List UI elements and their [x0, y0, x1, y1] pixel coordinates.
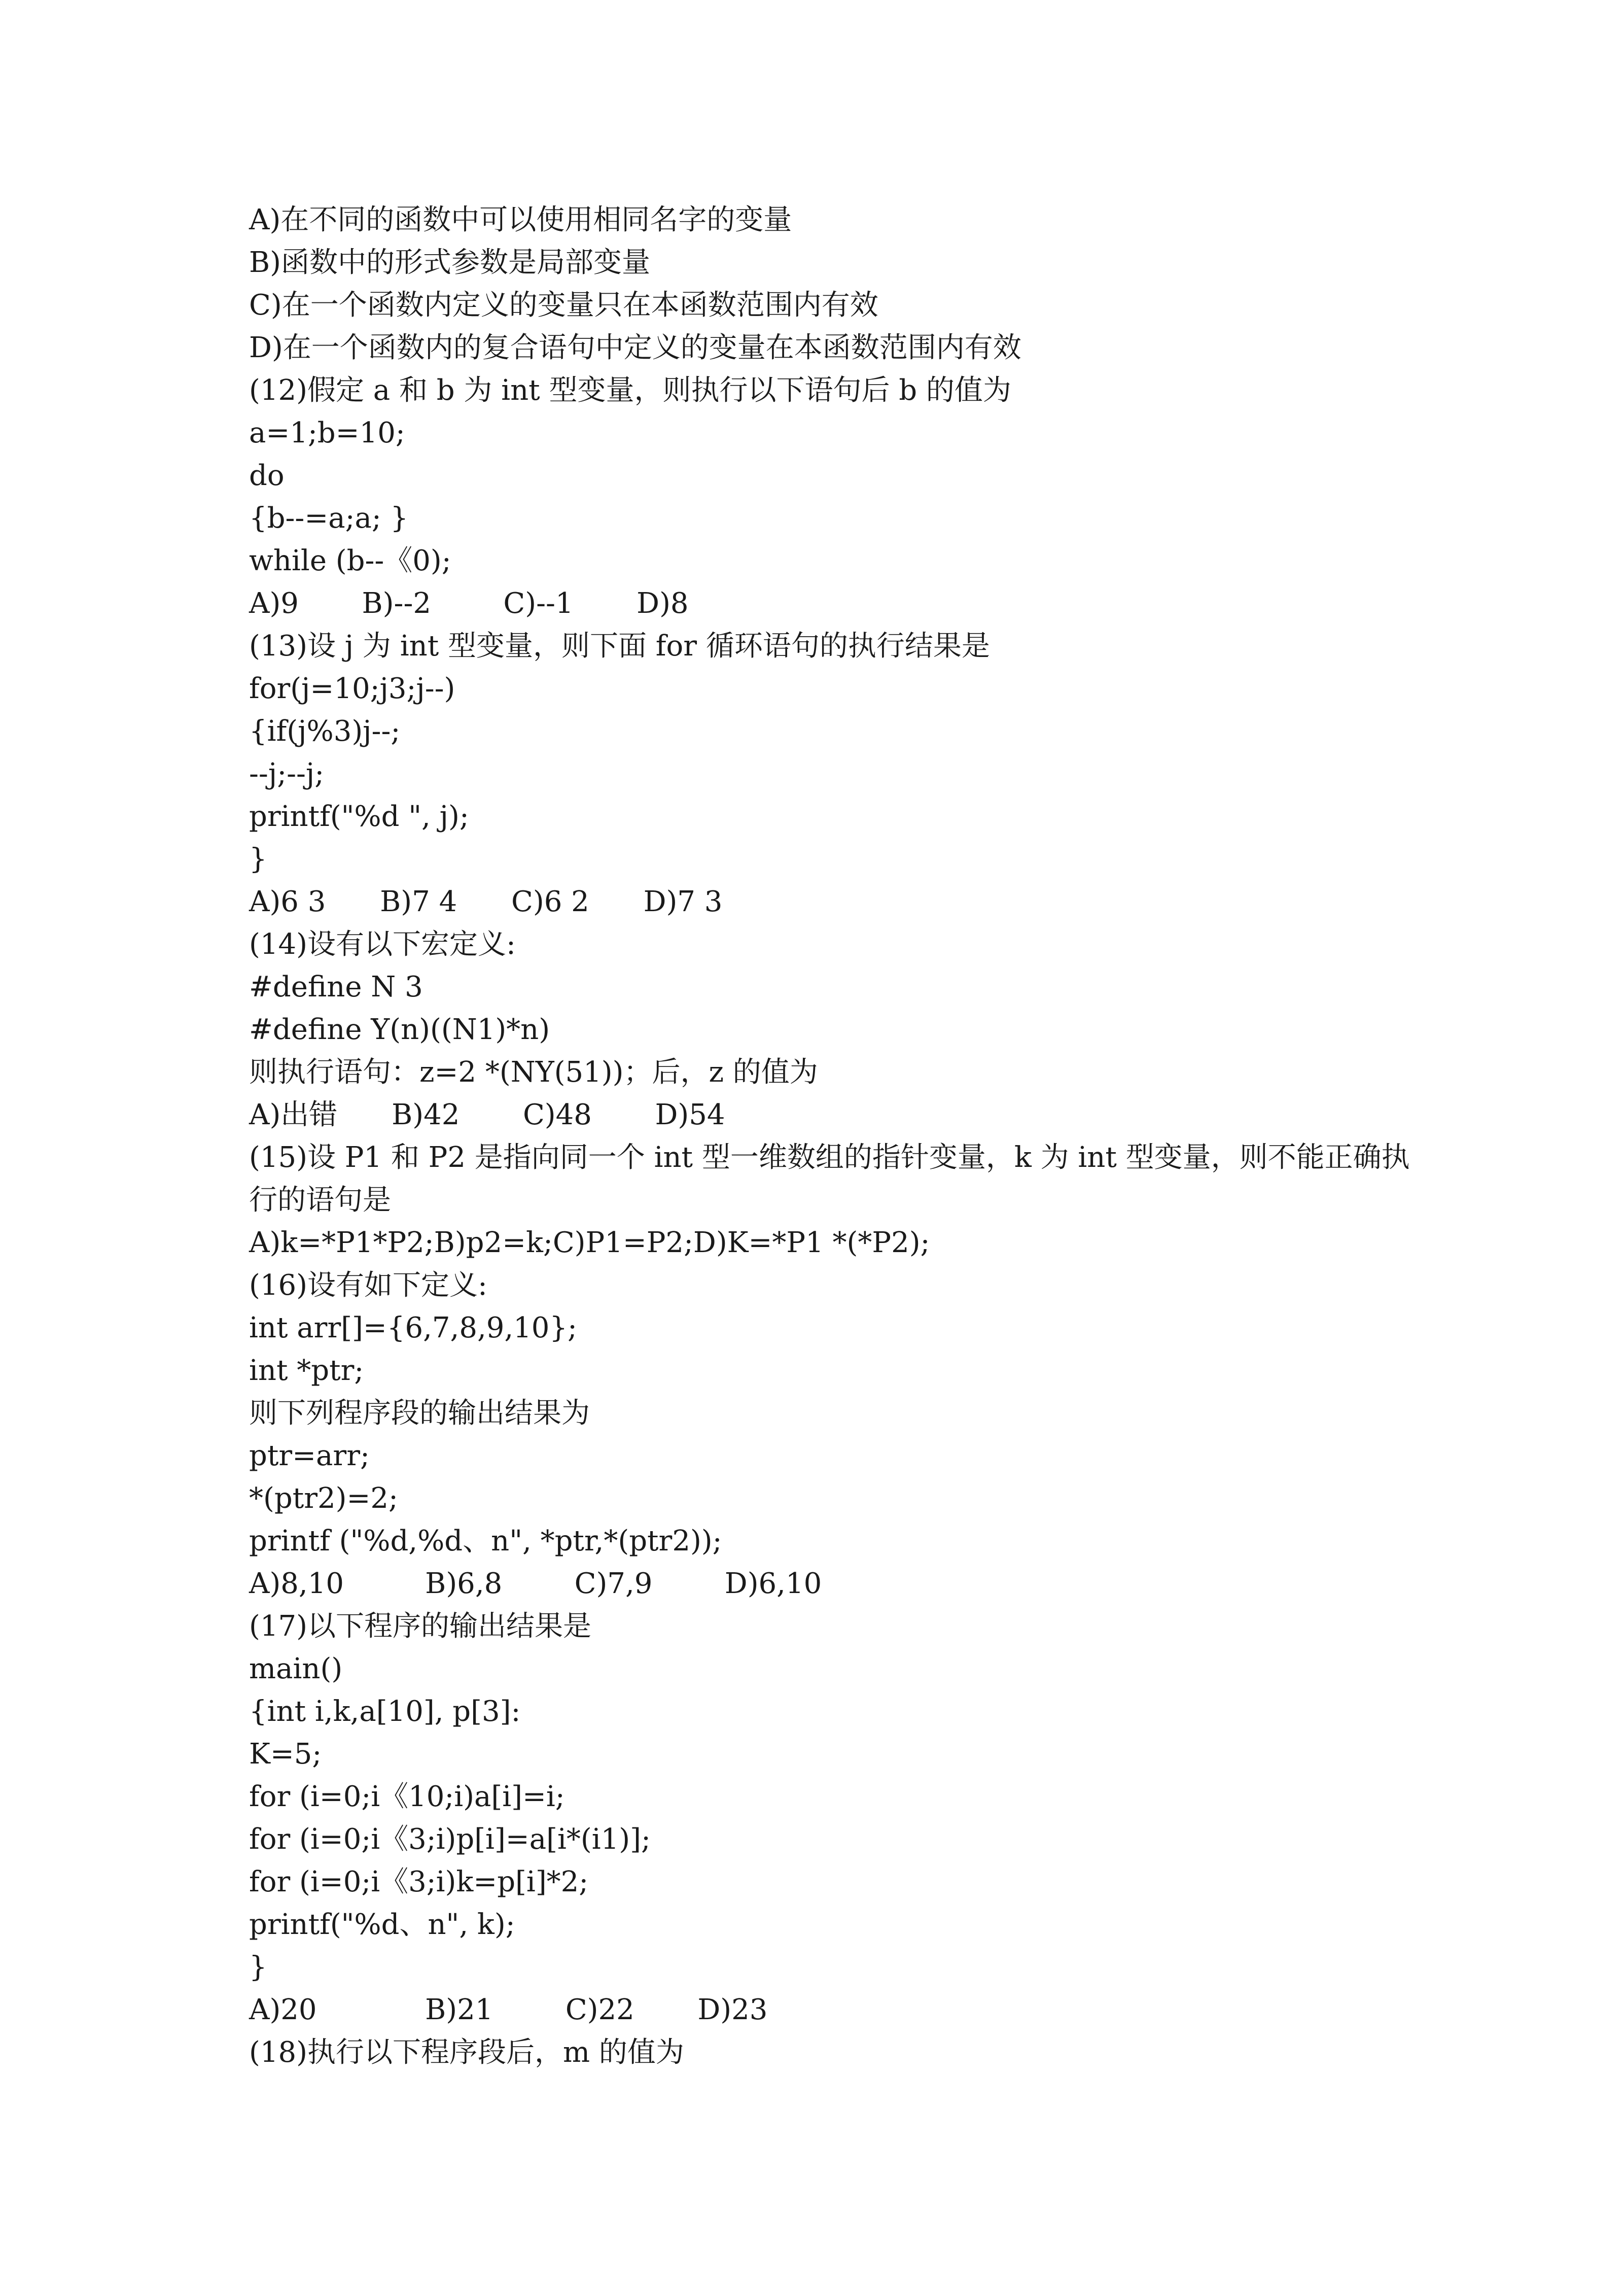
question-17-options: A)20 B)21 C)22 D)23: [249, 1993, 768, 2026]
code-line: {int i,k,a[10], p[3]:: [249, 1695, 521, 1728]
code-line: a=1;b=10;: [249, 417, 405, 450]
option-c-line: C)在一个函数内定义的变量只在本函数范围内有效: [249, 289, 878, 322]
code-line: for (i=0;i《3;i)k=p[i]*2;: [249, 1865, 589, 1898]
code-line: for (i=0;i《3;i)p[i]=a[i*(i1)];: [249, 1823, 651, 1856]
question-12-title: (12)假定 a 和 b 为 int 型变量，则执行以下语句后 b 的值为: [249, 374, 1011, 407]
question-12-options: A)9 B)--2 C)--1 D)8: [249, 587, 689, 620]
question-17-title: (17)以下程序的输出结果是: [249, 1610, 591, 1643]
code-line: }: [249, 1951, 267, 1984]
code-line: for(j=10;j3;j--): [249, 672, 455, 705]
question-15-title-cont: 行的语句是: [249, 1184, 391, 1217]
question-15-options: A)k=*P1*P2;B)p2=k;C)P1=P2;D)K=*P1 *(*P2);: [249, 1226, 930, 1259]
code-line: for (i=0;i《10;i)a[i]=i;: [249, 1780, 565, 1813]
code-line: do: [249, 459, 285, 492]
code-line: --j;--j;: [249, 757, 325, 790]
code-line: while (b--《0);: [249, 544, 451, 577]
question-13-options: A)6 3 B)7 4 C)6 2 D)7 3: [249, 885, 723, 918]
code-line: printf("%d、n", k);: [249, 1908, 515, 1941]
question-18-title: (18)执行以下程序段后，m 的值为: [249, 2036, 684, 2069]
question-14-statement: 则执行语句：z=2 *(NY(51))；后，z 的值为: [249, 1056, 818, 1089]
question-15-title: (15)设 P1 和 P2 是指向同一个 int 型一维数组的指针变量，k 为 int 型变量，则不能正确执: [249, 1141, 1410, 1174]
code-line: *(ptr2)=2;: [249, 1482, 398, 1515]
question-16-options: A)8,10 B)6,8 C)7,9 D)6,10: [249, 1567, 822, 1600]
code-line: #define N 3: [249, 971, 423, 1004]
question-16-statement: 则下列程序段的输出结果为: [249, 1397, 590, 1430]
code-line: ptr=arr;: [249, 1439, 370, 1472]
document-body: [249, 199, 1416, 2074]
option-b-line: B)函数中的形式参数是局部变量: [249, 246, 650, 279]
code-line: main(): [249, 1652, 343, 1685]
question-16-title: (16)设有如下定义:: [249, 1269, 487, 1302]
code-line: {if(j%3)j--;: [249, 715, 401, 748]
question-14-options: A)出错 B)42 C)48 D)54: [249, 1098, 725, 1131]
code-line: printf("%d ", j);: [249, 800, 469, 833]
code-line: #define Y(n)((N1)*n): [249, 1013, 550, 1046]
code-line: int arr[]={6,7,8,9,10};: [249, 1311, 577, 1344]
code-line: printf ("%d,%d、n", *ptr,*(ptr2));: [249, 1525, 722, 1558]
code-line: int *ptr;: [249, 1354, 364, 1387]
option-d-line: D)在一个函数内的复合语句中定义的变量在本函数范围内有效: [249, 331, 1021, 364]
code-line: }: [249, 843, 267, 876]
code-line: K=5;: [249, 1738, 322, 1771]
code-line: {b--=a;a; }: [249, 502, 409, 535]
question-13-title: (13)设 j 为 int 型变量，则下面 for 循环语句的执行结果是: [249, 630, 990, 663]
option-a-line: A)在不同的函数中可以使用相同名字的变量: [249, 203, 792, 236]
question-14-title: (14)设有以下宏定义:: [249, 928, 516, 961]
